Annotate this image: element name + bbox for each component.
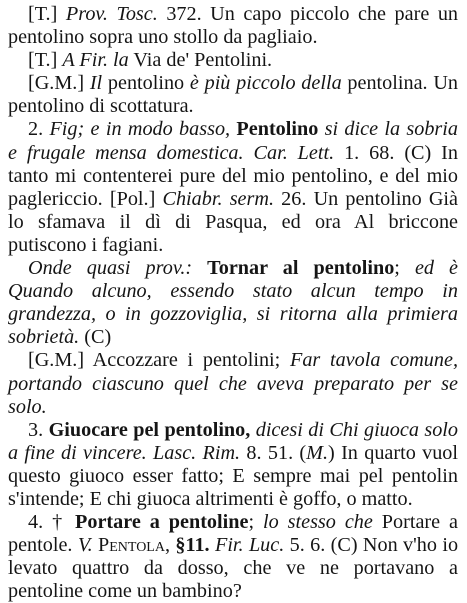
text-run: 1. 68. (C) In tanto mi contenterei pure del mio pentolino, e del mio paglericcio. [Pol.] [8,141,458,210]
entry-sense-3-giuocare [8,419,458,511]
text-run: 26. Un pentolino Già lo sfamava il dì di Pasqua, ed ora Al briccone putiscono i fagiani. [8,187,459,256]
text-run: Portare a pentoline [75,511,249,534]
text-run: Fir. Luc. [214,534,285,557]
text-run: [T.] [28,49,63,72]
text-run: A Fir. la [62,49,129,72]
text-run: si dice la sobria e frugale mensa domestica. Car. Lett. [8,118,458,164]
text-run: Pentola [98,534,165,557]
text-run: ) In quarto vuol questo giuoco esser fatto; E sempre mai pel pentolin s'intende; E chi giuoca altrimenti è goffo, o matto. [8,441,458,510]
text-run: 3. [28,418,49,441]
entry-proverb-tuscan [8,3,458,49]
text-run [192,257,207,279]
text-run: è più piccolo della [189,72,342,95]
text-run: Fig; e in modo basso, [49,118,231,141]
entry-via-pentolini [8,49,458,72]
text-run: ; [248,511,263,534]
text-run: Il [89,72,103,95]
text-run: V. [77,534,93,557]
text-run: M. [306,441,329,464]
text-run: ; [394,257,415,280]
text-run: pentolina. Un pentolino di scottatura. [8,72,458,118]
text-run: (C) [79,326,112,349]
text-run: , [164,534,176,557]
text-run: 2. [28,118,50,141]
text-run: Far tavola comune, portando ciascuno quel che aveva preparato per se solo. [8,349,458,418]
text-run: pentolino [102,72,190,95]
entry-sense-2-frugal-table [8,118,458,257]
text-run: 4. † [28,511,76,534]
text-run: Chiabr. serm. [162,187,274,210]
text-run: Prov. Tosc. [65,3,158,25]
entry-tornar-al-pentolino [8,257,458,349]
entry-pentolino-smaller [8,72,458,118]
text-run: 5. 6. (C) Non v'ho io levato quattro da dosso, che ve ne portavano a pentoline come un bambino? [8,534,459,603]
text-run: [T.] [28,3,66,25]
entry-sense-4-portare [8,511,458,603]
text-run: §11. [175,534,210,557]
text-run: [G.M.] Accozzare i pentolini; [28,349,290,372]
text-run: Onde quasi prov.: [28,257,193,280]
text-run: Via de' Pentolini. [128,49,273,72]
entry-accozzare-pentolini [8,349,458,418]
text-run: [G.M.] [28,72,90,95]
text-run: Portare a pentole. [8,511,459,557]
text-run: ed è Quando alcuno, essendo stato alcun tempo in grandezza, o in gozzoviglia, si ritorna alla primiera sobrietà. [8,257,459,349]
text-run: Giuocare pel pentolino, [48,418,251,441]
text-run: lo stesso che [263,511,373,534]
text-run: 372. Un capo piccolo che pare un pentolino sopra uno stollo da pagliaio. [8,3,459,49]
text-run: Tornar al pentolino [207,257,395,280]
text-run: 8. 51. ( [240,441,307,464]
text-run: Pentolino [236,118,319,141]
text-run: dicesi di Chi giuoca solo a fine di vincere. Lasc. Rim. [8,418,459,464]
